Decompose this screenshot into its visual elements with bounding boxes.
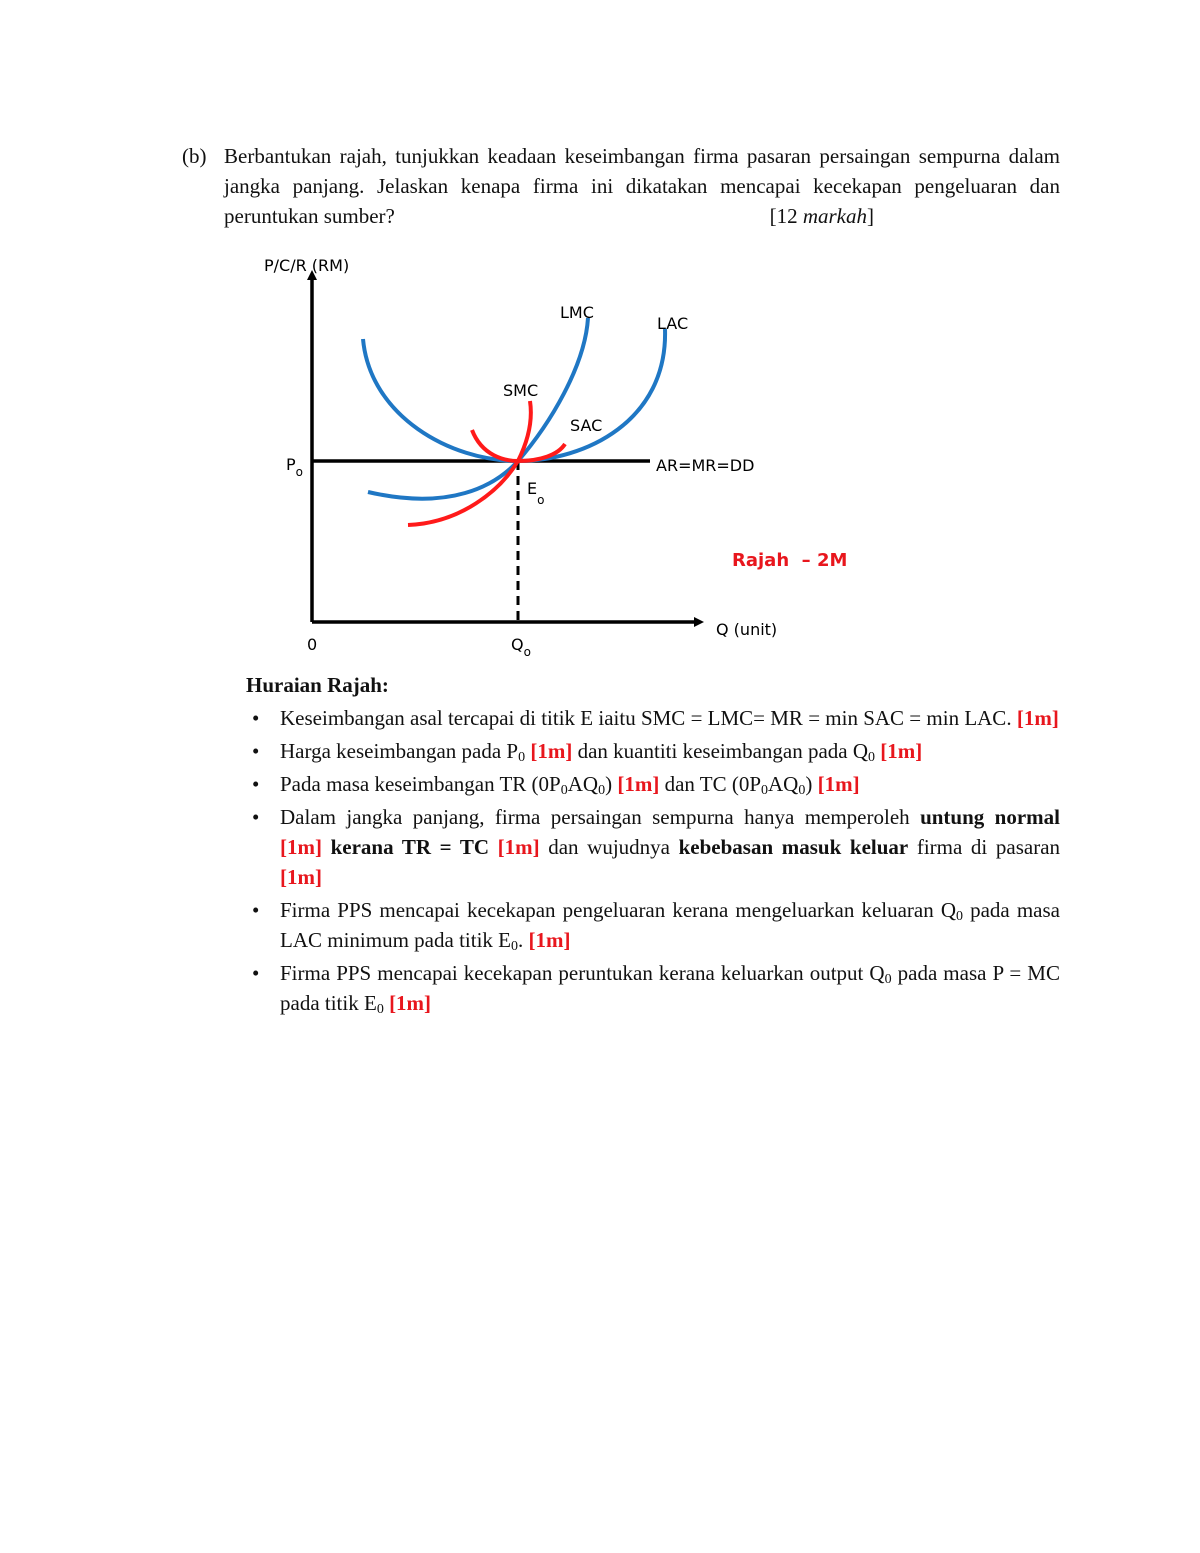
bullet-text: Harga keseimbangan pada P xyxy=(280,739,519,763)
question-block xyxy=(182,141,1060,231)
subscript: 0 xyxy=(956,909,963,924)
origin-label: 0 xyxy=(307,635,318,654)
marks-word: markah xyxy=(802,204,867,228)
list-item xyxy=(246,703,1060,733)
subscript: 0 xyxy=(761,783,769,798)
bullet-text: pada masa P = MC pada titik E xyxy=(280,961,1060,1015)
marks-open: [12 xyxy=(769,204,803,228)
list-item xyxy=(246,769,1060,799)
subscript: 0 xyxy=(560,783,568,798)
mark-badge: [1m] xyxy=(1016,706,1059,730)
bullet-text: ) xyxy=(605,772,618,796)
quantity-subscript: o xyxy=(523,645,531,659)
bullet-text: dan kuantiti keseimbangan pada Q xyxy=(572,739,869,763)
bullet-text: firma di pasaran xyxy=(908,835,1061,859)
quantity-label xyxy=(511,635,531,659)
bullet-dot: • xyxy=(252,772,260,796)
bullet-text: . xyxy=(517,928,529,952)
smc-curve xyxy=(408,401,531,525)
mark-badge: [1m] xyxy=(880,739,923,763)
list-item xyxy=(246,958,1060,1018)
explanation-heading: Huraian Rajah: xyxy=(246,673,389,697)
bullet-dot: • xyxy=(252,898,260,922)
bullet-text: dan TC (0P xyxy=(659,772,762,796)
bullet-text: Firma PPS mencapai kecekapan peruntukan kerana keluarkan output Q xyxy=(280,961,885,985)
quantity-letter: Q xyxy=(511,635,524,654)
diagram-svg xyxy=(250,246,870,666)
bullet-text: Dalam jangka panjang, firma persaingan sempurna hanya memperoleh xyxy=(280,805,921,829)
mark-badge: [1m] xyxy=(389,991,432,1015)
bullet-dot: • xyxy=(252,961,260,985)
explanation-block xyxy=(246,670,1060,1021)
equilibrium-letter: E xyxy=(527,479,538,498)
price-label xyxy=(286,455,303,479)
bullet-dot: • xyxy=(252,706,260,730)
question-body: Berbantukan rajah, tunjukkan keadaan keseimbangan firma pasaran persaingan sempurna dalam jangka panjang. Jelaskan kenapa firma ini dikatakan mencapai kecekapan pengeluaran dan peruntukan sumber? xyxy=(224,144,1060,228)
price-letter: P xyxy=(286,455,296,474)
bullet-text: dan wujudnya xyxy=(539,835,679,859)
y-axis-label: P/C/R (RM) xyxy=(264,256,350,275)
marks-close: ] xyxy=(867,204,874,228)
lmc-curve xyxy=(368,318,588,499)
rajah-note: Rajah – 2M xyxy=(732,550,848,571)
mark-badge: [1m] xyxy=(497,835,540,859)
mark-badge: [1m] xyxy=(280,835,322,859)
lac-label: LAC xyxy=(657,314,689,333)
subscript: 0 xyxy=(518,750,526,765)
list-item xyxy=(246,736,1060,766)
list-item xyxy=(246,802,1060,892)
mark-badge: [1m] xyxy=(528,928,571,952)
lmc-label: LMC xyxy=(560,303,594,322)
question-text xyxy=(224,141,1060,231)
equilibrium-subscript: o xyxy=(537,493,545,507)
bold-text: untung normal xyxy=(920,805,1060,829)
subscript: 0 xyxy=(510,939,518,954)
bullet-text: Pada masa keseimbangan TR (0P xyxy=(280,772,561,796)
question-marks xyxy=(770,201,874,231)
bold-text: kebebasan masuk keluar xyxy=(678,835,909,859)
mark-badge: [1m] xyxy=(617,772,660,796)
bold-text: kerana TR = TC xyxy=(330,835,490,859)
bullet-dot: • xyxy=(252,739,260,763)
smc-label: SMC xyxy=(503,381,539,400)
mark-badge: [1m] xyxy=(530,739,573,763)
x-axis-label: Q (unit) xyxy=(716,620,778,639)
sac-label: SAC xyxy=(570,416,603,435)
explanation-list xyxy=(246,703,1060,1018)
bullet-text: Firma PPS mencapai kecekapan pengeluaran kerana mengeluarkan keluaran Q xyxy=(280,898,956,922)
bullet-text: ) xyxy=(805,772,818,796)
subscript: 0 xyxy=(884,972,892,987)
demand-label: AR=MR=DD xyxy=(656,456,755,475)
equilibrium-label xyxy=(527,479,544,507)
price-subscript: o xyxy=(295,465,303,479)
bullet-text: pada masa LAC minimum pada titik E xyxy=(280,898,1060,952)
equilibrium-diagram xyxy=(250,246,870,666)
bullet-text: Keseimbangan asal tercapai di titik E iaitu SMC = LMC= MR = min SAC = min LAC. xyxy=(280,706,1017,730)
bullet-text: AQ xyxy=(768,772,799,796)
bullet-dot: • xyxy=(252,805,260,829)
bullet-text: AQ xyxy=(567,772,599,796)
subscript: 0 xyxy=(798,783,806,798)
mark-badge: [1m] xyxy=(817,772,860,796)
list-item xyxy=(246,895,1060,955)
subscript: 0 xyxy=(868,750,876,765)
mark-badge: [1m] xyxy=(280,865,322,889)
subscript: 0 xyxy=(598,783,606,798)
subscript: 0 xyxy=(376,1002,384,1017)
question-label: (b) xyxy=(182,144,207,168)
